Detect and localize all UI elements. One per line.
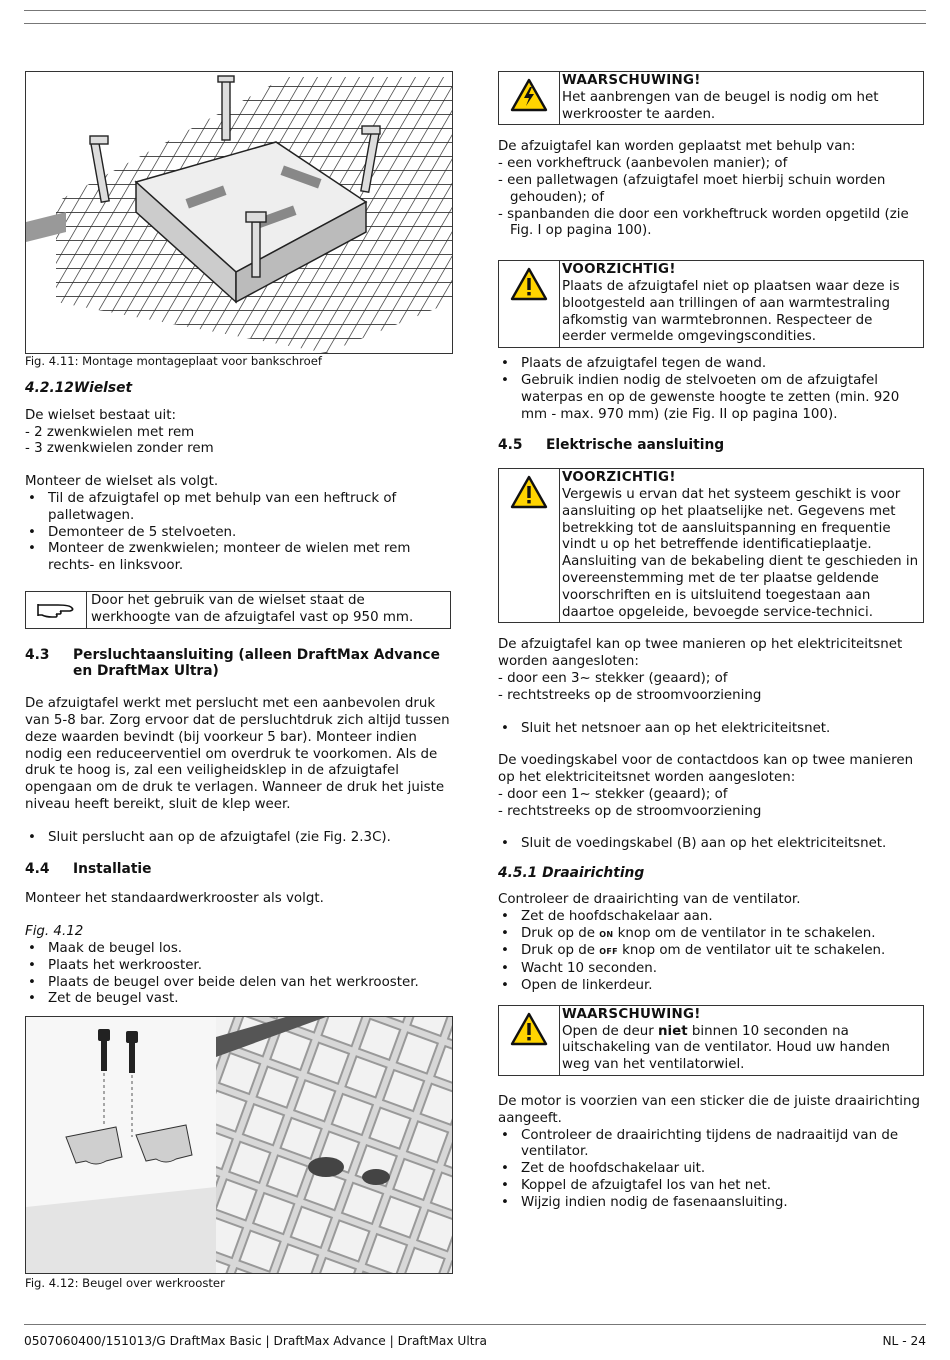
electrical-option: - door een 1~ stekker (geaard); of <box>498 786 728 802</box>
list-item: • Zet de beugel vast. <box>25 991 451 1008</box>
figure-4-11-image <box>25 71 453 354</box>
pointing-hand-icon <box>26 592 87 628</box>
list-item: • Maak de beugel los. <box>25 941 451 958</box>
wielset-part-1: - 2 zwenkwielen met rem <box>25 424 195 440</box>
list-item: • Til de afzuigtafel op met behulp van een heftruck of palletwagen. <box>25 491 451 525</box>
warning-box-fan <box>498 1005 924 1076</box>
warning-title: WAARSCHUWING! <box>562 73 701 88</box>
header-rule-bottom <box>24 23 926 24</box>
wielset-lead: Monteer de wielset als volgt. <box>25 474 219 490</box>
list-item: • Monteer de zwenkwielen; monteer de wielen met rem rechts- en linksvoor. <box>25 541 451 575</box>
list-item: • Plaats de afzuigtafel tegen de wand. <box>498 356 924 373</box>
warning-triangle-icon <box>499 261 560 347</box>
list-item: • Druk op de OFF knop om de ventilator uit te schakelen. <box>498 943 924 961</box>
placement-intro: De afzuigtafel kan worden geplaatst met behulp van: <box>498 139 856 155</box>
section-4-3-heading: 4.3 Persluchtaansluiting (alleen DraftMax Advance en DraftMax Ultra) <box>25 646 440 680</box>
electric-hazard-icon <box>499 72 560 124</box>
caution-text: Plaats de afzuigtafel niet op plaatsen waar deze is blootgesteld aan trillingen of aan warmtestraling afkomstig van warmtebronnen. Respecteer de eerder vermelde omgevingscondities. <box>562 278 900 345</box>
right-column <box>498 71 924 1212</box>
warning-text: Het aanbrengen van de beugel is nodig om het werkrooster te aarden. <box>562 89 879 122</box>
figure-4-12-image <box>25 1016 453 1274</box>
electrical-option: - door een 3~ stekker (geaard); of <box>498 670 728 686</box>
installatie-lead: Monteer het standaardwerkrooster als volgt. <box>25 891 324 907</box>
list-item: • Open de linkerdeur. <box>498 978 924 995</box>
list-item: • Controleer de draairichting tijdens de nadraaitijd van de ventilator. <box>498 1128 924 1162</box>
caution-title: VOORZICHTIG! <box>562 262 676 278</box>
footer-document-id: 0507060400/151013/G DraftMax Basic | DraftMax Advance | DraftMax Ultra <box>24 1334 487 1348</box>
left-column <box>25 380 451 1008</box>
wielset-hint-box <box>25 591 451 629</box>
caution-box-placement <box>498 260 924 348</box>
rotation-outro: De motor is voorzien van een sticker die de juiste draairichting aangeeft. <box>498 1094 920 1126</box>
footer-page-number: NL - 24 <box>882 1334 926 1348</box>
installatie-figref: Fig. 4.12 <box>25 924 84 940</box>
list-item: • Demonteer de 5 stelvoeten. <box>25 525 451 542</box>
perslucht-steps <box>25 830 451 847</box>
electrical-step-1 <box>498 721 924 738</box>
list-item: • Gebruik indien nodig de stelvoeten om de afzuigtafel waterpas en op de gewenste hoogte te zetten (min. 920 mm - max. 970 mm) (zie Fig. II op pagina 100). <box>498 373 924 423</box>
placement-steps <box>498 356 924 423</box>
list-item: • Koppel de afzuigtafel los van het net. <box>498 1178 924 1195</box>
list-item: • Sluit perslucht aan op de afzuigtafel (zie Fig. 2.3C). <box>25 830 451 847</box>
list-item: - spanbanden die door een vorkheftruck worden opgetild (zie Fig. I op pagina 100). <box>498 206 909 239</box>
figure-4-11-caption: Fig. 4.11: Montage montageplaat voor bankschroef <box>25 354 322 368</box>
rotation-steps <box>498 909 924 995</box>
list-item: - een palletwagen (afzuigtafel moet hierbij schuin worden gehouden); of <box>498 172 886 205</box>
list-item: • Zet de hoofdschakelaar aan. <box>498 909 924 926</box>
caution-box-electrical <box>498 468 924 623</box>
header-rule-top <box>24 10 926 11</box>
electrical-intro-1: De afzuigtafel kan op twee manieren op het elektriciteitsnet worden aangesloten: <box>498 637 903 670</box>
placement-methods <box>498 156 924 240</box>
wielset-part-2: - 3 zwenkwielen zonder rem <box>25 441 214 457</box>
wielset-intro: De wielset bestaat uit: <box>25 407 177 423</box>
electrical-option: - rechtstreeks op de stroomvoorziening <box>498 687 762 703</box>
section-4-5-heading: 4.5 Elektrische aansluiting <box>498 437 725 454</box>
off-button-label: OFF <box>599 947 618 957</box>
section-4-5-1-heading: 4.5.1 Draairichting <box>498 865 645 882</box>
warning-text: Open de deur niet binnen 10 seconden na uitschakeling van de ventilator. Houd uw handen weg van het ventilatorwiel. <box>562 1023 890 1073</box>
installatie-steps <box>25 941 451 1008</box>
list-item: • Plaats de beugel over beide delen van het werkrooster. <box>25 975 451 992</box>
footer-rule <box>24 1324 926 1325</box>
caution-title: VOORZICHTIG! <box>562 470 676 486</box>
warning-box-grounding <box>498 71 924 125</box>
list-item: • Plaats het werkrooster. <box>25 958 451 975</box>
rotation-check-steps <box>498 1128 924 1212</box>
warning-title: WAARSCHUWING! <box>562 1006 701 1022</box>
electrical-option: - rechtstreeks op de stroomvoorziening <box>498 803 762 819</box>
list-item: • Sluit de voedingskabel (B) aan op het elektriciteitsnet. <box>498 836 924 853</box>
rotation-lead: Controleer de draairichting van de ventilator. <box>498 892 801 908</box>
caution-text: Vergewis u ervan dat het systeem geschikt is voor aansluiting op het plaatselijke net. Gegevens met betrekking tot de aansluitspanning en frequentie vindt u op het betreffende identificatieplaatje. Aansluiting van de bekabeling dient te geschieden in overeenstemming met de ter plaatse geldende voorschriften en is uitsluitend toegestaan aan daartoe opgeleide, bevoegde service-technici. <box>562 486 919 620</box>
warning-triangle-icon <box>499 1006 560 1075</box>
electrical-step-2 <box>498 836 924 853</box>
wielset-steps <box>25 491 451 575</box>
on-button-label: ON <box>599 929 614 939</box>
perslucht-body: De afzuigtafel werkt met perslucht met een aanbevolen druk van 5-8 bar. Zorg ervoor dat de persluchtdruk zich altijd tussen deze waarden bevindt (bij voorkeur 5 bar). Monteer indien nodig een reduceerventiel om overdruk te voorkomen. Als de druk te hoog is, zal een veiligheidsklep in de afzuigtafel opengaan om de druk te verlagen. Wanneer de druk het juiste niveau heeft bereikt, sluit de klep weer. <box>25 696 450 812</box>
wielset-hint-text: Door het gebruik van de wielset staat de werkhoogte van de afzuigtafel vast op 950 mm. <box>91 592 414 625</box>
list-item: • Wacht 10 seconden. <box>498 961 924 978</box>
electrical-intro-2: De voedingskabel voor de contactdoos kan op twee manieren op het elektriciteitsnet worden aangesloten: <box>498 753 914 786</box>
warning-triangle-icon <box>499 469 560 622</box>
list-item: - een vorkheftruck (aanbevolen manier); of <box>498 156 788 172</box>
section-4-4-heading: 4.4 Installatie <box>25 860 152 877</box>
figure-4-12-caption: Fig. 4.12: Beugel over werkrooster <box>25 1276 225 1290</box>
page-footer <box>24 1333 926 1350</box>
list-item: • Wijzig indien nodig de fasenaansluiting. <box>498 1195 924 1212</box>
section-4-2-12-heading: 4.2.12Wielset <box>25 380 133 396</box>
bracket-over-grating-illustration <box>26 1017 452 1273</box>
list-item: • Zet de hoofdschakelaar uit. <box>498 1161 924 1178</box>
vise-mounting-plate-illustration <box>26 72 452 353</box>
list-item: • Sluit het netsnoer aan op het elektriciteitsnet. <box>498 721 924 738</box>
list-item: • Druk op de ON knop om de ventilator in te schakelen. <box>498 926 924 944</box>
